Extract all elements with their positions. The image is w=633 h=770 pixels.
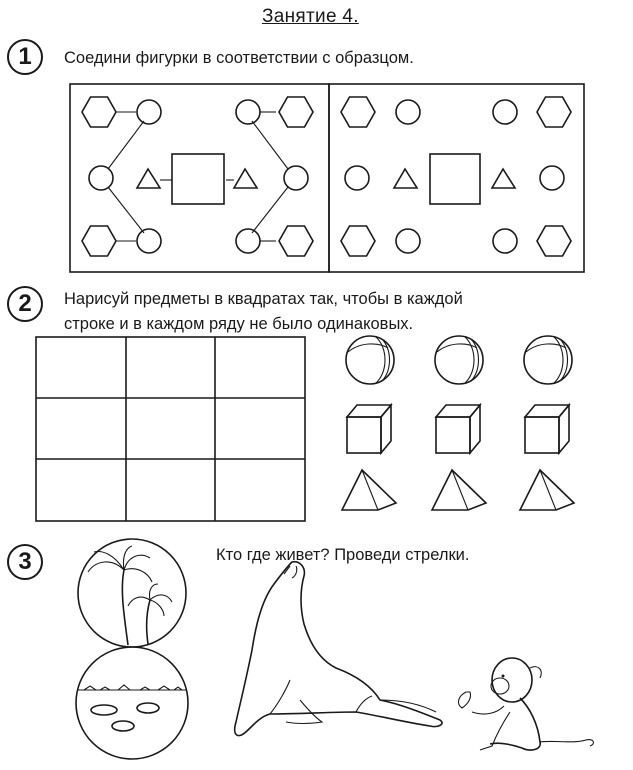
task-3-badge: 3 <box>7 544 43 580</box>
cube-icon <box>436 405 480 453</box>
task-2-text-line-2: строке и в каждом ряду не было одинаковых. <box>64 315 414 333</box>
circle-icon <box>89 166 113 190</box>
circle-icon <box>137 100 161 124</box>
drawing-grid <box>36 337 305 521</box>
palm-trees-icon <box>78 539 186 647</box>
lesson-title: Занятие 4. <box>262 6 359 27</box>
circle-icon <box>493 100 517 124</box>
task-1-text: Соедини фигурки в соответствии с образцом. <box>64 49 414 67</box>
circle-icon <box>396 229 420 253</box>
circle-icon <box>540 166 564 190</box>
pattern-box <box>70 84 329 272</box>
hexagon-icon <box>82 97 116 127</box>
task-2-badge: 2 <box>7 286 43 322</box>
triangle-icon <box>234 169 257 188</box>
pattern-connector-lines <box>108 112 288 241</box>
triangle-icon <box>492 169 515 188</box>
circle-icon <box>396 100 420 124</box>
hexagon-icon <box>341 97 375 127</box>
ball-icon <box>524 336 572 384</box>
task-2-text-line-1: Нарисуй предметы в квадратах так, чтобы в каждой <box>64 290 463 308</box>
hexagon-icon <box>341 226 375 256</box>
hexagon-icon <box>279 97 313 127</box>
square-icon <box>430 154 480 204</box>
ball-icon <box>346 336 394 384</box>
circle-icon <box>236 100 260 124</box>
circle-icon <box>345 166 369 190</box>
square-icon <box>172 154 224 204</box>
triangle-icon <box>394 169 417 188</box>
pyramid-icon <box>342 470 396 510</box>
circle-icon <box>284 166 308 190</box>
ice-floes-icon <box>76 647 188 759</box>
cube-icon <box>347 405 391 453</box>
pyramid-icon <box>432 470 486 510</box>
circle-icon <box>236 229 260 253</box>
exercise-box <box>329 84 584 272</box>
task-3-text: Кто где живет? Проведи стрелки. <box>216 546 470 564</box>
circle-icon <box>137 229 161 253</box>
hexagon-icon <box>82 226 116 256</box>
sea-lion-icon <box>235 562 442 736</box>
ball-icon <box>435 336 483 384</box>
monkey-icon <box>459 658 594 750</box>
hexagon-icon <box>537 226 571 256</box>
cube-icon <box>525 405 569 453</box>
hexagon-icon <box>537 97 571 127</box>
pyramid-icon <box>520 470 574 510</box>
hexagon-icon <box>279 226 313 256</box>
triangle-icon <box>137 169 160 188</box>
task-1-badge: 1 <box>7 39 43 75</box>
circle-icon <box>493 229 517 253</box>
